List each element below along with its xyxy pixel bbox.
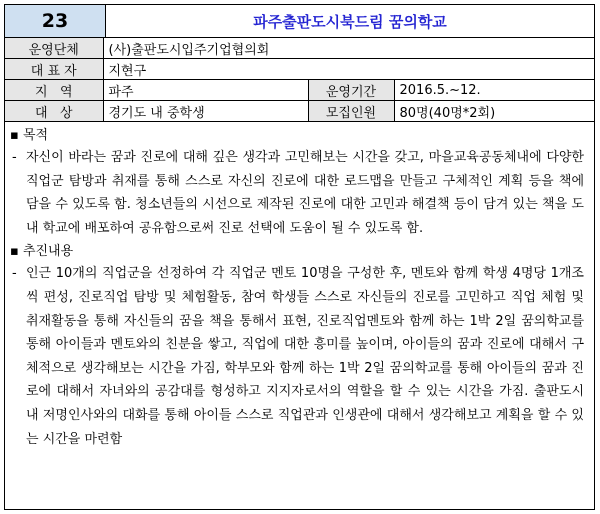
- org-label: 운영단체: [5, 38, 103, 59]
- region-value: 파주: [103, 80, 308, 101]
- content-dash: -: [12, 266, 17, 282]
- recruit-label: 모집인원: [308, 101, 394, 122]
- rep-value: 지현구: [103, 59, 594, 80]
- org-value: (사)출판도시입주기업협의회: [103, 38, 594, 59]
- purpose-paragraph: [10, 146, 584, 240]
- region-label: 지 역: [5, 80, 103, 101]
- info-row-region: [5, 80, 594, 101]
- program-number: 23: [5, 5, 106, 37]
- content-heading: ▪ 추진내용: [10, 244, 74, 260]
- rep-label: 대 표 자: [5, 59, 103, 80]
- program-sheet: [4, 4, 595, 510]
- content-paragraph: [10, 262, 584, 451]
- period-value: 2016.5.~12.: [394, 80, 594, 101]
- info-row-target: [5, 101, 594, 122]
- program-title: 파주출판도시북드림 꿈의학교: [253, 12, 447, 31]
- header-row: [5, 5, 594, 38]
- purpose-dash: -: [12, 150, 17, 165]
- content-area: [5, 122, 594, 451]
- purpose-text: 자신이 바라는 꿈과 진로에 대해 깊은 생각과 고민해보는 시간을 갖고, 마을교육공동체내에 다양한 직업군 탐방과 취재를 통해 스스로 자신의 진로에 대한 로드맵을 만들고 구체적인 계획 등을 책에 담을 수 있도록 함. 청소년들의 시선으로 제작된 진로에 대한 고민과 해결책 등이 담겨 있는 책을 도내 학교에 배포하여 공유함으로써 진로 선택에 도움이 될 수 있도록 함.: [26, 150, 584, 236]
- info-row-org: [5, 38, 594, 59]
- period-label: 운영기간: [308, 80, 394, 101]
- target-label: 대 상: [5, 101, 103, 122]
- info-table: [5, 38, 594, 122]
- content-text: 인근 10개의 직업군을 선정하여 각 직업군 멘토 10명을 구성한 후, 멘토와 함께 학생 4명당 1개조씩 편성, 진로직업 탐방 및 체험활동, 참여 학생들 스스로 자신들의 진로를 고민하고 직업 체험 및 취재활동을 통해 자신들의 꿈을 책을 통해서 표현, 진로직업멘토와 함께 하는 1박 2일 꿈의학교를 통해 아이들과 멘토와의 친분을 쌓고, 직업에 대한 흥미를 높이며, 아이들의 꿈과 진로에 대해서 구체적으로 생각해보는 시간을 가짐, 학부모와 함께 하는 1박 2일 꿈의학교를 통해 아이들의 꿈과 진로에 대해서 자녀와의 공감대를 형성하고 지지자로서의 역할을 할 수 있는 시간을 가짐. 출판도시 내 저명인사와의 대화를 통해 아이들 스스로 직업관과 인생관에 대해서 생각해보고 계획을 할 수 있는 시간을 마련함: [26, 266, 584, 447]
- target-value: 경기도 내 중학생: [103, 101, 308, 122]
- recruit-value: 80명(40명*2회): [394, 101, 594, 122]
- info-row-rep: [5, 59, 594, 80]
- purpose-heading: ▪ 목적: [10, 128, 49, 143]
